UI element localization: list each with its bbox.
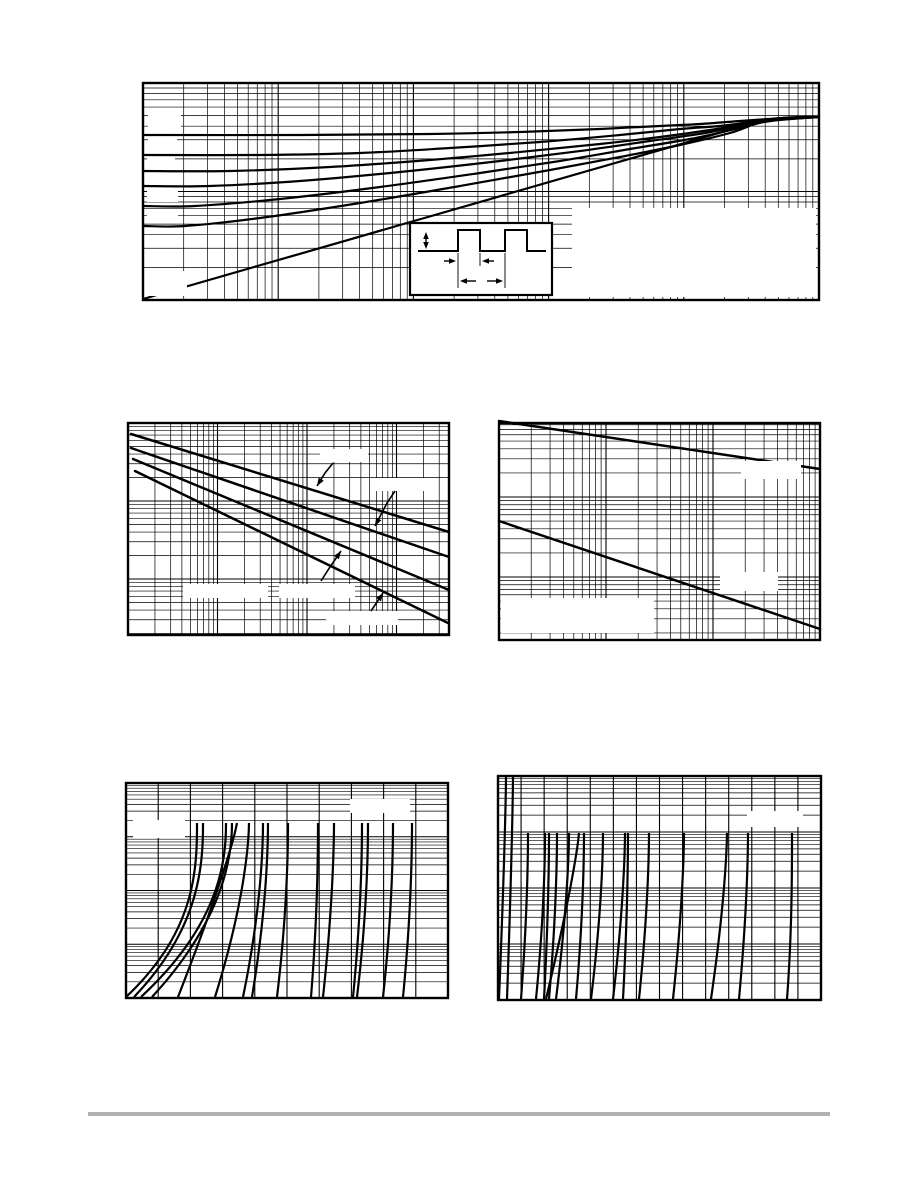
leader-arrow xyxy=(321,549,343,581)
bottom-right-chart-curve-10 xyxy=(591,833,603,999)
blank-label-box xyxy=(720,572,778,591)
bottom-right-chart-curve-9 xyxy=(576,833,584,999)
bottom-right-chart-curve-15 xyxy=(711,833,727,999)
mid-left-chart-border xyxy=(128,423,449,635)
bottom-right-chart-curve-3 xyxy=(521,833,528,999)
bottom-left-chart-curve-1 xyxy=(126,823,197,997)
leader-arrow xyxy=(371,591,385,611)
bottom-left-chart-curve-9 xyxy=(277,823,288,997)
bottom-right-chart-curve-8 xyxy=(546,833,579,999)
blank-label-box xyxy=(148,138,177,151)
bottom-right-chart-curve-17 xyxy=(787,833,792,999)
bottom-right-chart xyxy=(498,776,821,1000)
thermal-impedance-chart-duty-curve-4 xyxy=(143,117,819,186)
bottom-right-chart-label-blanks xyxy=(747,811,803,827)
bottom-left-chart-curve-15 xyxy=(403,823,412,997)
blank-label-box xyxy=(147,173,176,184)
blank-label-box xyxy=(148,113,181,132)
mid-right-chart xyxy=(499,421,820,640)
bottom-left-chart-curve-7 xyxy=(243,823,263,997)
bottom-left-chart-curve-6 xyxy=(215,823,249,997)
mid-right-chart-curves xyxy=(499,421,820,629)
blank-label-box xyxy=(741,461,801,479)
bottom-left-chart-curve-4 xyxy=(152,823,232,997)
blank-label-box xyxy=(183,584,268,598)
bottom-left-chart-curve-10 xyxy=(311,823,318,997)
bottom-left-chart xyxy=(126,783,448,998)
bottom-left-chart-curve-2 xyxy=(134,823,203,997)
blank-label-box xyxy=(326,611,398,625)
blank-label-box xyxy=(279,584,355,598)
blank-label-box xyxy=(371,478,433,491)
mid-left-chart-grid xyxy=(128,423,449,635)
leader-arrow xyxy=(314,463,333,488)
blank-label-box xyxy=(747,811,803,827)
footer-divider xyxy=(88,1112,830,1116)
blank-label-box xyxy=(148,271,187,296)
bottom-left-chart-curve-11 xyxy=(323,823,334,997)
blank-label-box xyxy=(147,157,175,169)
bottom-right-chart-curve-16 xyxy=(739,833,748,999)
blank-label-box xyxy=(133,820,185,838)
bottom-left-chart-curve-14 xyxy=(383,823,393,997)
blank-label-box xyxy=(320,449,368,462)
bottom-left-chart-curve-3 xyxy=(141,823,226,997)
blank-label-box xyxy=(501,598,654,633)
bottom-right-chart-curve-13 xyxy=(639,833,649,999)
mid-left-chart-line-2 xyxy=(131,448,449,557)
blank-label-box xyxy=(147,209,178,221)
pulse-waveform-inset xyxy=(410,223,552,295)
thermal-impedance-chart xyxy=(143,83,819,300)
blank-label-box xyxy=(572,208,816,297)
blank-label-box xyxy=(350,799,410,813)
bottom-right-chart-curve-6 xyxy=(549,833,557,999)
mid-left-chart xyxy=(128,423,449,635)
bottom-left-chart-curves xyxy=(126,823,412,997)
blank-label-box xyxy=(147,190,178,202)
